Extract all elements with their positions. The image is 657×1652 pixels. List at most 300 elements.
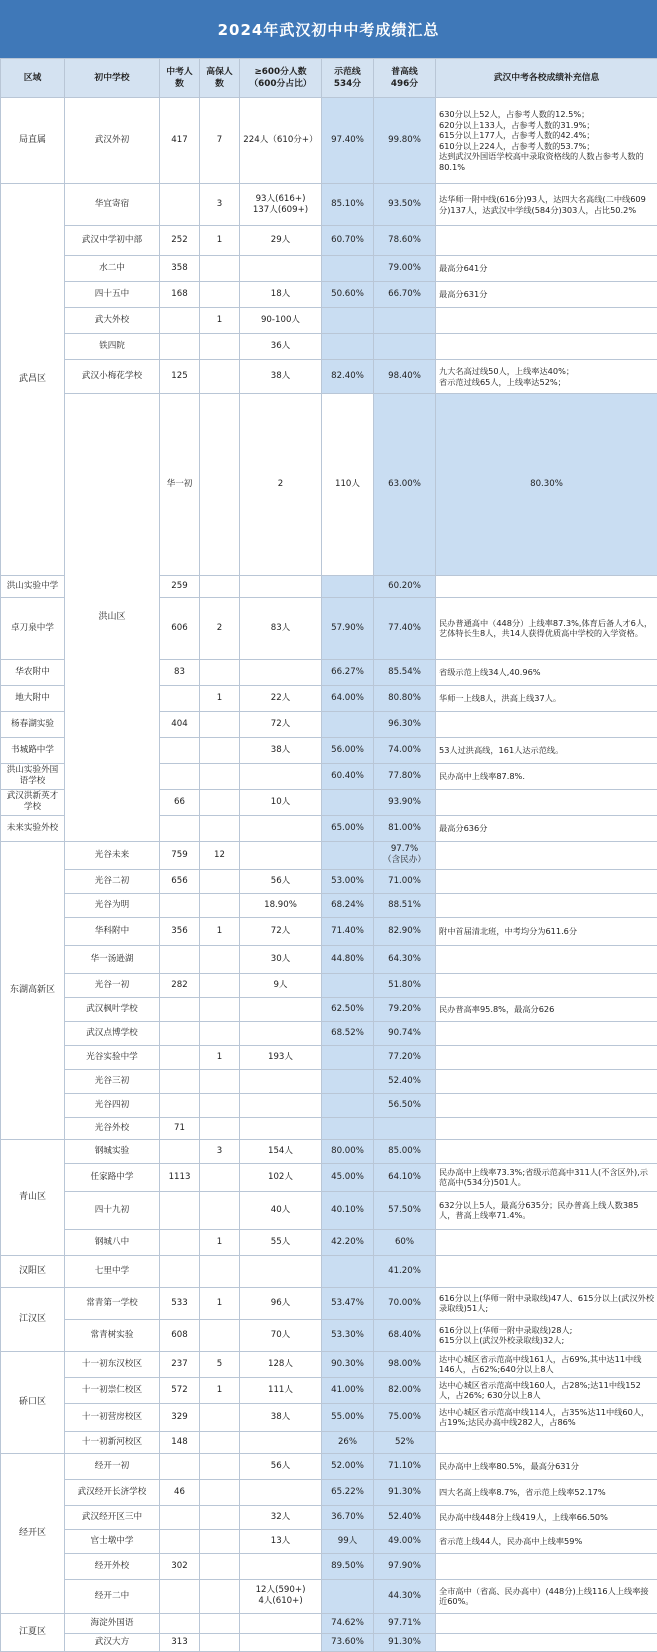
demo-line-cell: 53.00%	[322, 869, 374, 893]
general-line-cell: 49.00%	[374, 1529, 436, 1553]
general-line-cell: 90.74%	[374, 1021, 436, 1045]
demo-line-cell: 53.47%	[322, 1287, 374, 1319]
exam-count-cell	[200, 394, 240, 576]
over600-cell: 70人	[240, 1319, 322, 1351]
school-cell: 华一汤逊湖	[65, 945, 160, 973]
district-cell: 洪山区	[65, 394, 160, 842]
note-cell	[436, 1093, 657, 1117]
demo-line-cell	[322, 789, 374, 815]
demo-line-cell: 64.00%	[322, 685, 374, 711]
over600-cell	[240, 763, 322, 789]
table-row	[1, 1045, 657, 1069]
table-row	[1, 360, 657, 394]
exam-count-cell: 358	[160, 256, 200, 282]
guarantee-cell	[200, 1453, 240, 1479]
school-cell: 钢城实验	[65, 1139, 160, 1163]
demo-line-cell: 82.40%	[322, 360, 374, 394]
school-cell: 光谷四初	[65, 1093, 160, 1117]
over600-cell	[240, 256, 322, 282]
demo-line-cell	[322, 1255, 374, 1287]
general-line-cell: 77.80%	[374, 763, 436, 789]
guarantee-cell: 1	[200, 1287, 240, 1319]
guarantee-cell: 2	[240, 394, 322, 576]
table-row	[1, 1069, 657, 1093]
table-row	[1, 945, 657, 973]
general-line-cell: 88.51%	[374, 893, 436, 917]
general-line-cell: 82.00%	[374, 1377, 436, 1403]
exam-count-cell	[160, 1021, 200, 1045]
school-cell: 武汉洪新英才学校	[1, 789, 65, 815]
table-row	[1, 1351, 657, 1377]
demo-line-cell: 57.90%	[322, 597, 374, 659]
demo-line-cell: 66.27%	[322, 659, 374, 685]
over600-cell: 193人	[240, 1045, 322, 1069]
general-line-cell: 80.80%	[374, 685, 436, 711]
over600-cell	[240, 841, 322, 869]
exam-count-cell: 259	[160, 575, 200, 597]
note-cell: 最高分641分	[436, 256, 657, 282]
general-line-cell: 91.30%	[374, 1633, 436, 1651]
guarantee-cell	[200, 1529, 240, 1553]
school-cell: 武大外校	[65, 308, 160, 334]
over600-cell	[240, 1553, 322, 1579]
exam-count-cell	[160, 1255, 200, 1287]
district-cell: 江汉区	[1, 1287, 65, 1351]
demo-line-cell: 55.00%	[322, 1403, 374, 1431]
note-cell	[436, 945, 657, 973]
exam-count-cell: 66	[160, 789, 200, 815]
over600-cell: 72人	[240, 917, 322, 945]
school-cell: 光谷外校	[65, 1117, 160, 1139]
demo-line-cell: 62.50%	[322, 997, 374, 1021]
guarantee-cell	[200, 789, 240, 815]
demo-line-cell: 50.60%	[322, 282, 374, 308]
guarantee-cell	[200, 1431, 240, 1453]
general-line-cell: 71.10%	[374, 1453, 436, 1479]
note-cell: 632分以上5人，最高分635分；民办普高上线人数385人，普高上线率71.4%。	[436, 1191, 657, 1229]
demo-line-cell: 45.00%	[322, 1163, 374, 1191]
exam-count-cell: 125	[160, 360, 200, 394]
exam-count-cell: 759	[160, 841, 200, 869]
note-cell: 附中首届清北班，中考均分为611.6分	[436, 917, 657, 945]
table-row	[1, 334, 657, 360]
school-cell: 经开二中	[65, 1579, 160, 1613]
note-cell	[436, 711, 657, 737]
demo-line-cell	[322, 973, 374, 997]
demo-line-cell: 89.50%	[322, 1553, 374, 1579]
demo-line-cell	[322, 1069, 374, 1093]
general-line-cell: 51.80%	[374, 973, 436, 997]
guarantee-cell: 3	[200, 1139, 240, 1163]
page-title: 2024年武汉初中中考成绩汇总	[0, 0, 657, 58]
table-row	[1, 184, 657, 226]
header-demo-line: 示范线 534分	[322, 59, 374, 98]
note-cell	[436, 1045, 657, 1069]
table-row	[1, 98, 657, 184]
exam-count-cell	[160, 1613, 200, 1633]
table-row	[1, 1377, 657, 1403]
guarantee-cell	[200, 1093, 240, 1117]
exam-count-cell: 83	[160, 659, 200, 685]
exam-count-cell	[160, 1069, 200, 1093]
demo-line-cell: 71.40%	[322, 917, 374, 945]
guarantee-cell	[200, 1553, 240, 1579]
guarantee-cell	[200, 711, 240, 737]
school-cell: 七里中学	[65, 1255, 160, 1287]
over600-cell	[240, 815, 322, 841]
over600-cell: 18.90%	[240, 893, 322, 917]
over600-cell: 40人	[240, 1191, 322, 1229]
general-line-cell: 78.60%	[374, 226, 436, 256]
demo-line-cell: 74.62%	[322, 1613, 374, 1633]
general-line-cell: 52.40%	[374, 1069, 436, 1093]
over600-cell: 56人	[240, 869, 322, 893]
guarantee-cell	[200, 1255, 240, 1287]
general-line-cell: 64.10%	[374, 1163, 436, 1191]
demo-line-cell	[322, 575, 374, 597]
exam-count-cell: 302	[160, 1553, 200, 1579]
district-cell: 经开区	[1, 1453, 65, 1613]
exam-count-cell: 572	[160, 1377, 200, 1403]
guarantee-cell	[200, 1505, 240, 1529]
demo-line-cell	[322, 1117, 374, 1139]
table-row	[1, 1021, 657, 1045]
general-line-cell: 44.30%	[374, 1579, 436, 1613]
general-line-cell: 91.30%	[374, 1479, 436, 1505]
exam-count-cell: 606	[160, 597, 200, 659]
table-row	[1, 1479, 657, 1505]
general-line-cell: 98.00%	[374, 1351, 436, 1377]
general-line-cell: 70.00%	[374, 1287, 436, 1319]
note-cell: 达中心城区省示范高中线161人，占69%,其中达11中线146人，占62%;640分以上8人	[436, 1351, 657, 1377]
school-cell: 武汉外初	[65, 98, 160, 184]
exam-count-cell: 404	[160, 711, 200, 737]
school-cell: 洪山实验中学	[1, 575, 65, 597]
general-line-cell: 66.70%	[374, 282, 436, 308]
table-row	[1, 1117, 657, 1139]
note-cell: 四大名高上线率8.7%，省示范上线率52.17%	[436, 1479, 657, 1505]
note-cell: 达中心城区省示范高中线160人，占28%;达11中线152人，占26%; 630分以上8人	[436, 1377, 657, 1403]
over600-cell	[240, 1255, 322, 1287]
school-cell: 光谷为明	[65, 893, 160, 917]
note-cell	[436, 1229, 657, 1255]
demo-line-cell	[322, 711, 374, 737]
demo-line-cell: 60.70%	[322, 226, 374, 256]
guarantee-cell	[200, 997, 240, 1021]
guarantee-cell: 12	[200, 841, 240, 869]
school-cell: 华科附中	[65, 917, 160, 945]
exam-count-cell	[160, 1045, 200, 1069]
over600-cell	[240, 1613, 322, 1633]
table-body	[1, 98, 657, 1652]
note-cell	[436, 1553, 657, 1579]
exam-count-cell	[160, 184, 200, 226]
school-cell: 武汉点博学校	[65, 1021, 160, 1045]
note-cell: 616分以上(华师一附中录取线)47人、615分以上(武汉外校录取线)51人;	[436, 1287, 657, 1319]
demo-line-cell: 42.20%	[322, 1229, 374, 1255]
over600-cell: 111人	[240, 1377, 322, 1403]
guarantee-cell	[200, 869, 240, 893]
general-line-cell: 85.54%	[374, 659, 436, 685]
demo-line-cell: 56.00%	[322, 737, 374, 763]
demo-line-cell: 44.80%	[322, 945, 374, 973]
guarantee-cell: 1	[200, 226, 240, 256]
demo-line-cell	[322, 334, 374, 360]
note-cell	[436, 869, 657, 893]
demo-line-cell	[322, 1093, 374, 1117]
school-cell: 书城路中学	[1, 737, 65, 763]
demo-line-cell: 90.30%	[322, 1351, 374, 1377]
table-row	[1, 1139, 657, 1163]
school-cell: 光谷一初	[65, 973, 160, 997]
over600-cell: 128人	[240, 1351, 322, 1377]
over600-cell: 36人	[240, 334, 322, 360]
note-cell	[436, 1633, 657, 1651]
table-row	[1, 1319, 657, 1351]
exam-count-cell: 71	[160, 1117, 200, 1139]
table-row	[1, 1163, 657, 1191]
school-cell: 十一初崇仁校区	[65, 1377, 160, 1403]
guarantee-cell	[200, 1021, 240, 1045]
guarantee-cell	[200, 763, 240, 789]
school-cell: 武汉经开长济学校	[65, 1479, 160, 1505]
general-line-cell: 52.40%	[374, 1505, 436, 1529]
general-line-cell: 98.40%	[374, 360, 436, 394]
school-cell: 四十五中	[65, 282, 160, 308]
general-line-cell: 96.30%	[374, 711, 436, 737]
over600-cell: 30人	[240, 945, 322, 973]
general-line-cell	[374, 308, 436, 334]
guarantee-cell: 1	[200, 917, 240, 945]
demo-line-cell: 60.40%	[322, 763, 374, 789]
header-general-line: 普高线 496分	[374, 59, 436, 98]
demo-line-cell	[322, 1045, 374, 1069]
general-line-cell: 97.71%	[374, 1613, 436, 1633]
note-cell: 630分以上52人，占参考人数的12.5%； 620分以上133人，占参考人数的31.9%； 615分以上177人，占参考人数的42.4%； 610分以上224人，占参考人数的53.7%； 达到武汉外国语学校高中录取资格线的人数占参考人数的80.1%	[436, 98, 657, 184]
table-row	[1, 394, 657, 576]
school-cell: 武汉枫叶学校	[65, 997, 160, 1021]
over600-cell: 110人	[322, 394, 374, 576]
table-row	[1, 1403, 657, 1431]
note-cell	[436, 1117, 657, 1139]
guarantee-cell	[200, 815, 240, 841]
school-cell: 十一初东汉校区	[65, 1351, 160, 1377]
note-cell: 民办高中上线率87.8%.	[436, 763, 657, 789]
note-cell	[436, 308, 657, 334]
table-row	[1, 1093, 657, 1117]
table-row	[1, 226, 657, 256]
demo-line-cell: 53.30%	[322, 1319, 374, 1351]
demo-line-cell	[322, 841, 374, 869]
general-line-cell: 57.50%	[374, 1191, 436, 1229]
guarantee-cell: 1	[200, 685, 240, 711]
guarantee-cell	[200, 575, 240, 597]
exam-count-cell: 533	[160, 1287, 200, 1319]
table-row	[1, 1229, 657, 1255]
general-line-cell: 75.00%	[374, 1403, 436, 1431]
school-cell: 常青第一学校	[65, 1287, 160, 1319]
exam-count-cell: 1113	[160, 1163, 200, 1191]
over600-cell: 38人	[240, 1403, 322, 1431]
guarantee-cell	[200, 1319, 240, 1351]
table-row	[1, 917, 657, 945]
header-exam-count: 中考人数	[160, 59, 200, 98]
exam-count-cell	[160, 815, 200, 841]
exam-count-cell	[160, 1229, 200, 1255]
note-cell: 达中心城区省示范高中线114人，占35%达11中线60人，占19%;达民办高中线282人，占86%	[436, 1403, 657, 1431]
table-row	[1, 1529, 657, 1553]
guarantee-cell	[200, 1613, 240, 1633]
over600-cell	[240, 575, 322, 597]
guarantee-cell: 1	[200, 1045, 240, 1069]
demo-line-cell: 85.10%	[322, 184, 374, 226]
school-cell: 华一初	[160, 394, 200, 576]
exam-count-cell	[160, 334, 200, 360]
exam-count-cell: 417	[160, 98, 200, 184]
general-line-cell: 64.30%	[374, 945, 436, 973]
exam-count-cell: 313	[160, 1633, 200, 1651]
note-cell: 省级示范上线34人,40.96%	[436, 659, 657, 685]
table-row	[1, 893, 657, 917]
district-cell: 青山区	[1, 1139, 65, 1255]
over600-cell: 72人	[240, 711, 322, 737]
note-cell	[436, 226, 657, 256]
general-line-cell: 79.00%	[374, 256, 436, 282]
header-over600: ≥600分人数 （600分占比）	[240, 59, 322, 98]
general-line-cell: 80.30%	[436, 394, 657, 576]
school-cell: 武汉中学初中部	[65, 226, 160, 256]
over600-cell: 55人	[240, 1229, 322, 1255]
table-row	[1, 841, 657, 869]
exam-count-cell: 608	[160, 1319, 200, 1351]
district-cell: 东湖高新区	[1, 841, 65, 1139]
demo-line-cell: 65.22%	[322, 1479, 374, 1505]
over600-cell	[240, 1633, 322, 1651]
over600-cell	[240, 1431, 322, 1453]
demo-line-cell: 73.60%	[322, 1633, 374, 1651]
exam-count-cell	[160, 308, 200, 334]
note-cell	[436, 1021, 657, 1045]
general-line-cell: 82.90%	[374, 917, 436, 945]
over600-cell: 83人	[240, 597, 322, 659]
note-cell: 民办高中上线率73.3%;省级示范高中311人(不含区外),示范高中(534分)501人。	[436, 1163, 657, 1191]
general-line-cell: 85.00%	[374, 1139, 436, 1163]
guarantee-cell	[200, 1191, 240, 1229]
exam-count-cell	[160, 1139, 200, 1163]
school-cell: 未来实验外校	[1, 815, 65, 841]
general-line-cell: 77.40%	[374, 597, 436, 659]
guarantee-cell	[200, 737, 240, 763]
header-notes: 武汉中考各校成绩补充信息	[436, 59, 657, 98]
table-row	[1, 1255, 657, 1287]
note-cell: 民办普通高中（448分）上线率87.3%,体育后备人才6人，艺体特长生8人，共14人获得优质高中学校的入学资格。	[436, 597, 657, 659]
over600-cell: 13人	[240, 1529, 322, 1553]
demo-line-cell: 52.00%	[322, 1453, 374, 1479]
exam-count-cell	[160, 1529, 200, 1553]
exam-count-cell	[160, 997, 200, 1021]
note-cell	[436, 1139, 657, 1163]
demo-line-cell: 68.52%	[322, 1021, 374, 1045]
district-cell: 局直属	[1, 98, 65, 184]
school-cell: 光谷二初	[65, 869, 160, 893]
table-row	[1, 308, 657, 334]
general-line-cell: 81.00%	[374, 815, 436, 841]
over600-cell: 38人	[240, 360, 322, 394]
over600-cell: 224人（610分+）	[240, 98, 322, 184]
guarantee-cell	[200, 659, 240, 685]
over600-cell: 9人	[240, 973, 322, 997]
general-line-cell: 71.00%	[374, 869, 436, 893]
school-cell: 官士墩中学	[65, 1529, 160, 1553]
demo-line-cell: 40.10%	[322, 1191, 374, 1229]
guarantee-cell	[200, 1069, 240, 1093]
guarantee-cell	[200, 1163, 240, 1191]
over600-cell	[240, 1117, 322, 1139]
general-line-cell: 74.00%	[374, 737, 436, 763]
demo-line-cell	[322, 1579, 374, 1613]
table-row	[1, 256, 657, 282]
exam-count-cell	[160, 1191, 200, 1229]
general-line-cell: 99.80%	[374, 98, 436, 184]
guarantee-cell: 1	[200, 308, 240, 334]
exam-count-cell	[160, 1505, 200, 1529]
general-line-cell: 60.20%	[374, 575, 436, 597]
school-cell: 杨春湖实验	[1, 711, 65, 737]
school-cell: 经开外校	[65, 1553, 160, 1579]
school-cell: 华农附中	[1, 659, 65, 685]
school-cell: 卓刀泉中学	[1, 597, 65, 659]
exam-count-cell: 656	[160, 869, 200, 893]
district-cell: 硚口区	[1, 1351, 65, 1453]
note-cell	[436, 1069, 657, 1093]
over600-cell	[240, 659, 322, 685]
table-row	[1, 1453, 657, 1479]
over600-cell: 32人	[240, 1505, 322, 1529]
general-line-cell: 56.50%	[374, 1093, 436, 1117]
guarantee-cell	[200, 1479, 240, 1505]
general-line-cell: 41.20%	[374, 1255, 436, 1287]
general-line-cell: 93.50%	[374, 184, 436, 226]
table-row	[1, 869, 657, 893]
general-line-cell	[374, 334, 436, 360]
school-cell: 武汉大方	[65, 1633, 160, 1651]
over600-cell	[240, 1093, 322, 1117]
header-district: 区域	[1, 59, 65, 98]
demo-line-cell: 97.40%	[322, 98, 374, 184]
note-cell	[436, 1255, 657, 1287]
exam-count-cell	[160, 893, 200, 917]
over600-cell	[240, 1021, 322, 1045]
guarantee-cell	[200, 945, 240, 973]
exam-count-cell	[160, 1093, 200, 1117]
school-cell: 武汉经开区三中	[65, 1505, 160, 1529]
school-cell: 洪山实验外国语学校	[1, 763, 65, 789]
note-cell: 全市高中（省高、民办高中）(448分)上线116人上线率接近60%。	[436, 1579, 657, 1613]
school-cell: 水二中	[65, 256, 160, 282]
school-cell: 经开一初	[65, 1453, 160, 1479]
exam-count-cell: 148	[160, 1431, 200, 1453]
school-cell: 华宜寄宿	[65, 184, 160, 226]
over600-cell	[240, 1479, 322, 1505]
school-cell: 常青树实验	[65, 1319, 160, 1351]
table-row	[1, 1613, 657, 1633]
demo-line-cell: 68.24%	[322, 893, 374, 917]
district-cell: 汉阳区	[1, 1255, 65, 1287]
over600-cell: 56人	[240, 1453, 322, 1479]
guarantee-cell	[200, 973, 240, 997]
table-row	[1, 1431, 657, 1453]
note-cell	[436, 893, 657, 917]
